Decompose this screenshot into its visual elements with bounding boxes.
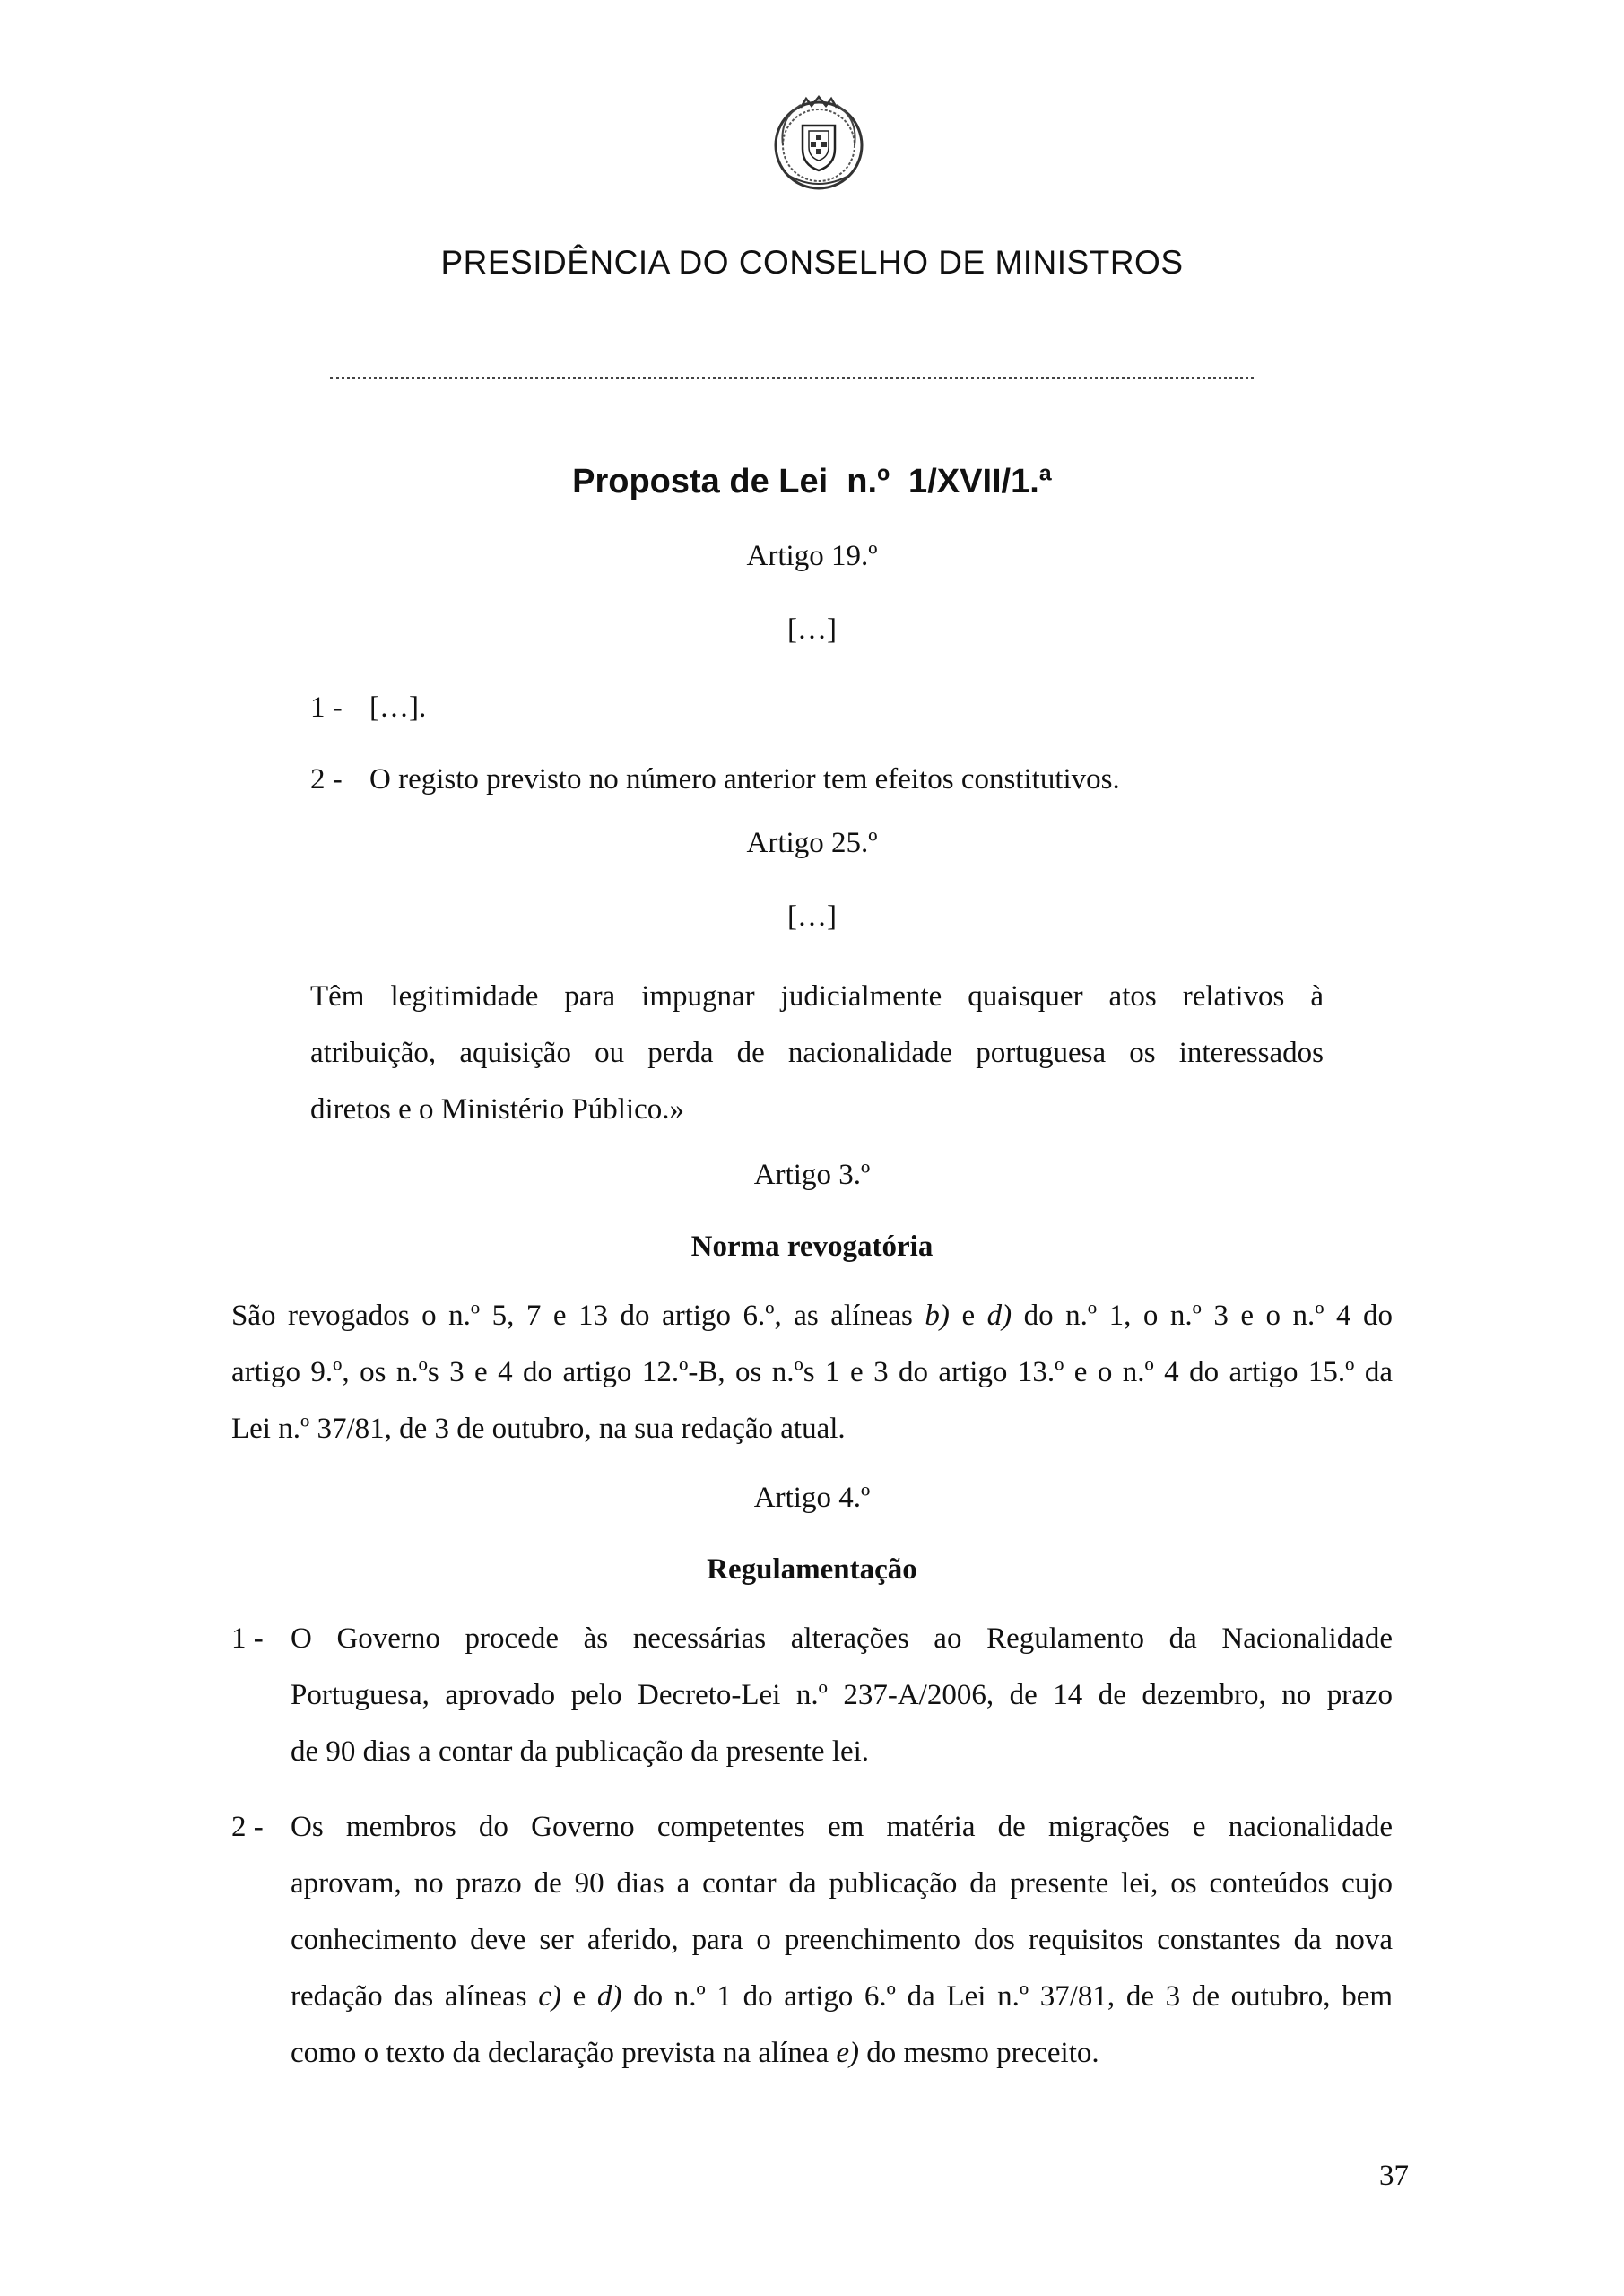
item-number: 2 - — [310, 763, 343, 796]
article-3-paragraph — [231, 1288, 1393, 1457]
article-3-heading: Artigo 3.º — [753, 1159, 871, 1191]
article-19-heading: Artigo 19.º — [746, 540, 878, 572]
item-line: O Governo procede às necessárias alterações ao Regulamento da Nacionalidade — [291, 1622, 1393, 1655]
italic-text: c) — [538, 1980, 561, 2013]
list-item — [231, 1799, 1393, 2086]
item-line: Portuguesa, aprovado pelo Decreto-Lei n.º 237-A/2006, de 14 de dezembro, no prazo — [291, 1679, 1393, 1711]
article-25-subtitle: […] — [787, 900, 837, 933]
page-number: 37 — [1379, 2160, 1409, 2192]
article-3-title: Norma revogatória — [690, 1231, 934, 1263]
item-text — [291, 1799, 1393, 2082]
paragraph-line: diretos e o Ministério Público.» — [310, 1093, 685, 1126]
article-25-paragraph — [310, 969, 1324, 1138]
item-line — [291, 1969, 1393, 2025]
portuguese-coat-of-arms-icon — [769, 90, 868, 206]
paragraph-line: Lei n.º 37/81, de 3 de outubro, na sua redação atual. — [231, 1413, 846, 1445]
article-25-heading: Artigo 25.º — [746, 827, 878, 859]
item-text: O registo previsto no número anterior tem efeitos constitutivos. — [369, 763, 1120, 796]
item-line: Os membros do Governo competentes em matéria de migrações e nacionalidade — [291, 1811, 1393, 1843]
ministry-title: PRESIDÊNCIA DO CONSELHO DE MINISTROS — [440, 244, 1184, 281]
text-run: e — [961, 1300, 976, 1332]
article-4-heading: Artigo 4.º — [753, 1482, 871, 1514]
list-item — [231, 1611, 1393, 1786]
text-run: São revogados o n.º 5, 7 e 13 do artigo 6.º, as alíneas — [231, 1300, 913, 1332]
text-run: redação das alíneas — [291, 1980, 527, 2013]
dotted-divider — [330, 377, 1254, 379]
item-line: de 90 dias a contar da publicação da presente lei. — [291, 1735, 870, 1768]
text-run: como o texto da declaração prevista na alínea — [291, 2037, 829, 2069]
item-number: 1 - — [231, 1622, 264, 1655]
item-text — [291, 1611, 1393, 1780]
proposal-title: Proposta de Lei n.º 1/XVII/1.ª — [572, 463, 1052, 500]
italic-text: b) — [925, 1300, 950, 1332]
item-line: conhecimento deve ser aferido, para o preenchimento dos requisitos constantes da nova — [291, 1924, 1393, 1956]
italic-text: e) — [836, 2037, 860, 2069]
paragraph-line: artigo 9.º, os n.ºs 3 e 4 do artigo 12.º-B, os n.ºs 1 e 3 do artigo 13.º e o n.º 4 do artigo 15.º da — [231, 1356, 1393, 1388]
italic-text: d) — [596, 1980, 622, 2013]
item-text: […]. — [369, 691, 427, 724]
list-item — [310, 752, 1324, 808]
item-line: aprovam, no prazo de 90 dias a contar da publicação da presente lei, os conteúdos cujo — [291, 1867, 1393, 1900]
item-line — [291, 2025, 1393, 2082]
item-number: 2 - — [231, 1811, 264, 1843]
paragraph-line: atribuição, aquisição ou perda de nacionalidade portuguesa os interessados — [310, 1037, 1324, 1069]
article-19-subtitle: […] — [787, 613, 837, 646]
item-number: 1 - — [310, 691, 343, 724]
paragraph-line — [231, 1288, 1393, 1344]
paragraph-line: Têm legitimidade para impugnar judicialmente quaisquer atos relativos à — [310, 980, 1324, 1013]
text-run: do n.º 1 do artigo 6.º da Lei n.º 37/81, de 3 de outubro, bem — [633, 1980, 1394, 2013]
article-4-title: Regulamentação — [707, 1553, 917, 1586]
text-run: do n.º 1, o n.º 3 e o n.º 4 do — [1023, 1300, 1394, 1332]
text-run: do mesmo preceito. — [866, 2037, 1099, 2069]
list-item — [310, 680, 1324, 736]
text-run: e — [572, 1980, 586, 2013]
italic-text: d) — [986, 1300, 1012, 1332]
